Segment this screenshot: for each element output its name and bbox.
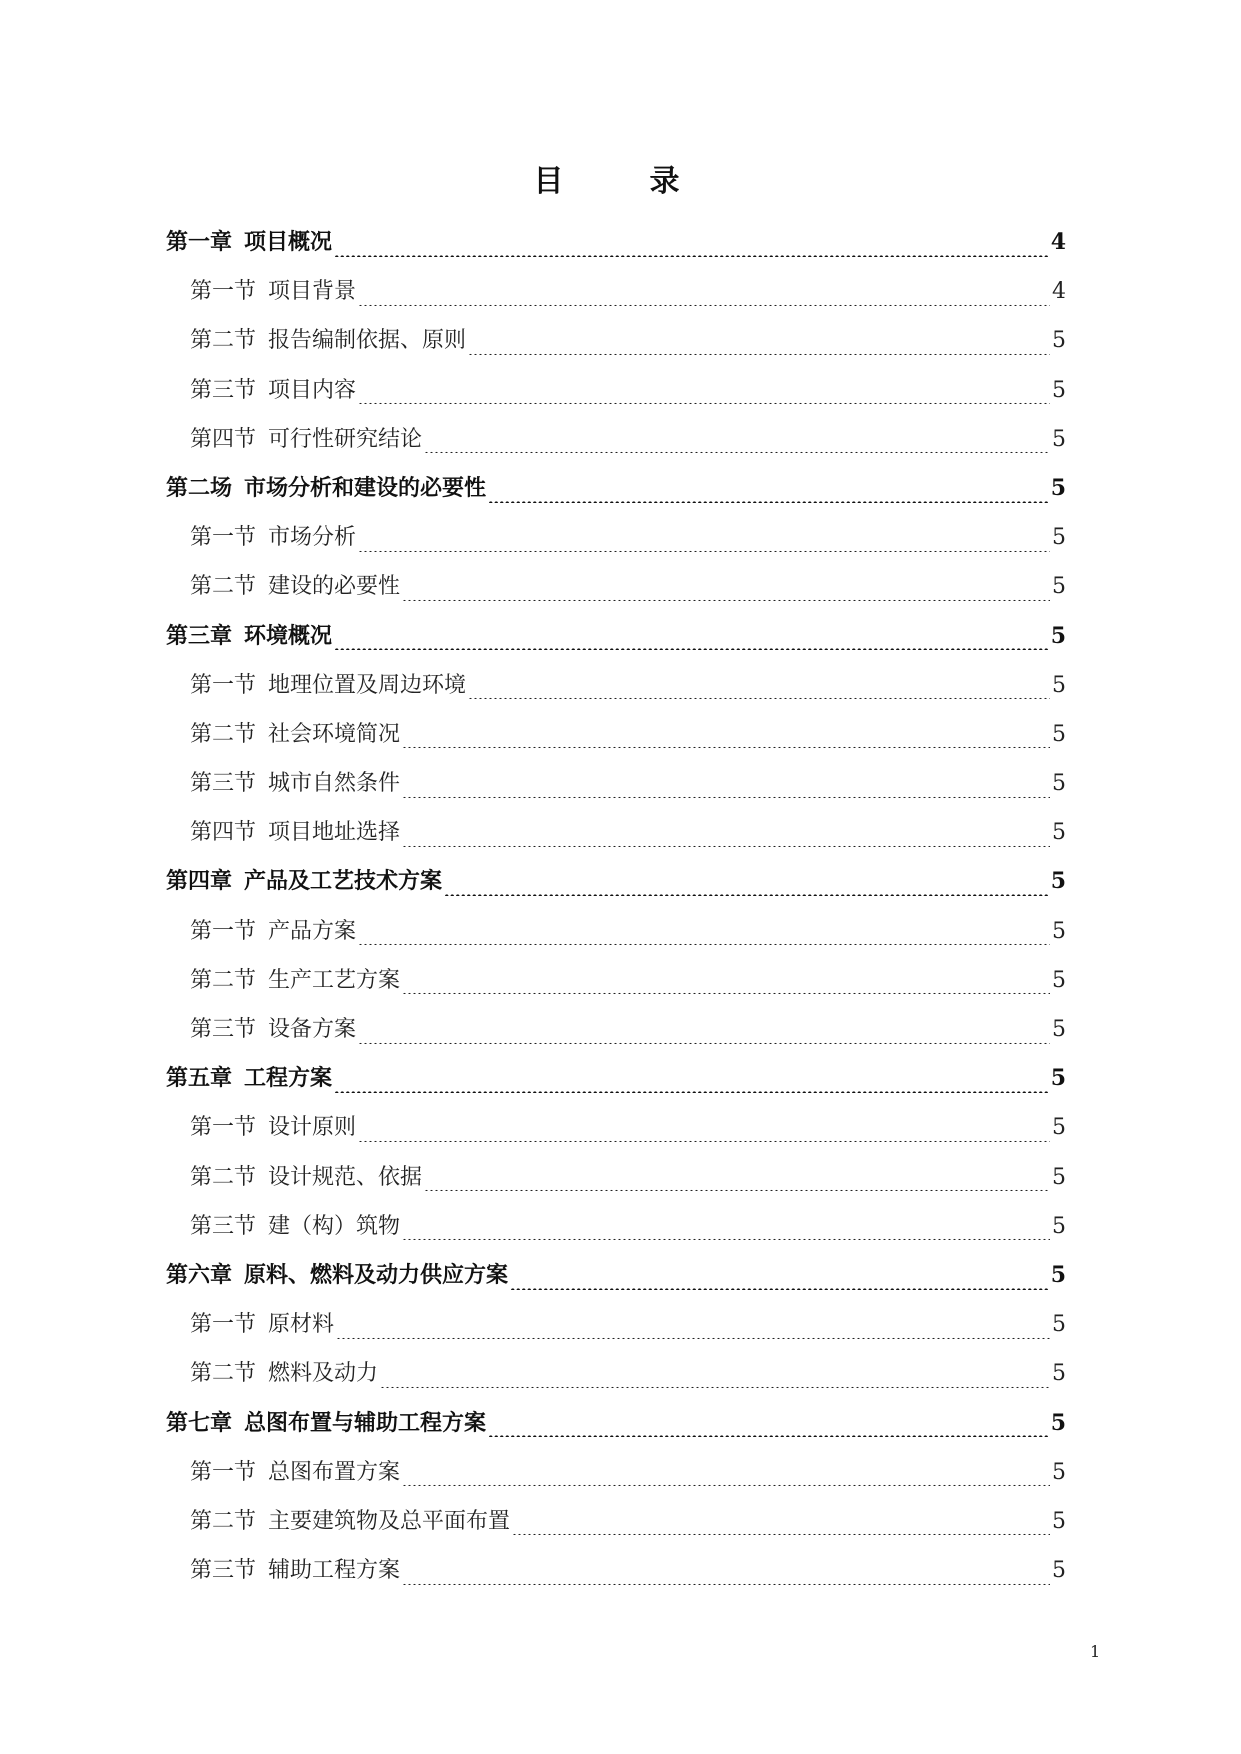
toc-entry-number: 第一节 bbox=[190, 279, 257, 305]
toc-entry-page: 5 bbox=[1050, 1409, 1066, 1436]
toc-section-entry[interactable] bbox=[166, 513, 1066, 562]
toc-entry-number: 第一节 bbox=[190, 672, 257, 698]
toc-entry-label: 设计规范、依据 bbox=[268, 1164, 423, 1190]
toc-list bbox=[166, 218, 1066, 1595]
dot-leader bbox=[512, 1515, 1050, 1535]
toc-entry-label: 市场分析 bbox=[268, 525, 357, 551]
dot-leader bbox=[402, 1565, 1050, 1585]
toc-section-entry[interactable] bbox=[166, 956, 1066, 1005]
toc-entry-label: 总图布置与辅助工程方案 bbox=[244, 1409, 487, 1436]
toc-entry-number: 第二节 bbox=[190, 1508, 257, 1534]
toc-chapter-entry[interactable] bbox=[166, 464, 1066, 513]
dot-leader bbox=[510, 1270, 1049, 1290]
toc-entry-number: 第六章 bbox=[166, 1261, 233, 1288]
toc-entry-label: 产品方案 bbox=[268, 918, 357, 944]
toc-entry-number: 第二节 bbox=[190, 574, 257, 600]
toc-entry-page: 5 bbox=[1052, 1017, 1066, 1042]
toc-entry-label: 总图布置方案 bbox=[268, 1459, 401, 1485]
toc-entry-number: 第二节 bbox=[190, 1164, 257, 1190]
toc-section-entry[interactable] bbox=[166, 1546, 1066, 1595]
toc-section-entry[interactable] bbox=[166, 316, 1066, 365]
toc-entry-page: 5 bbox=[1052, 771, 1066, 797]
toc-entry-label: 工程方案 bbox=[244, 1065, 333, 1092]
toc-entry-page: 5 bbox=[1050, 474, 1066, 501]
toc-entry-label: 报告编制依据、原则 bbox=[268, 328, 467, 354]
toc-chapter-entry[interactable] bbox=[166, 1251, 1066, 1300]
dot-leader bbox=[358, 925, 1050, 945]
toc-entry-number: 第一节 bbox=[190, 1459, 257, 1485]
toc-entry-page: 5 bbox=[1052, 525, 1066, 551]
dot-leader bbox=[402, 827, 1050, 847]
dot-leader bbox=[402, 1466, 1050, 1486]
toc-entry-number: 第四节 bbox=[190, 426, 257, 452]
toc-entry-number: 第一节 bbox=[190, 1312, 257, 1338]
toc-entry-label: 主要建筑物及总平面布置 bbox=[268, 1508, 511, 1534]
toc-section-entry[interactable] bbox=[166, 661, 1066, 710]
toc-entry-page: 5 bbox=[1052, 918, 1066, 944]
toc-section-entry[interactable] bbox=[166, 1005, 1066, 1054]
toc-section-entry[interactable] bbox=[166, 1153, 1066, 1202]
toc-entry-page: 5 bbox=[1052, 377, 1066, 403]
toc-entry-page: 5 bbox=[1052, 574, 1066, 600]
dot-leader bbox=[402, 728, 1050, 748]
toc-entry-label: 项目概况 bbox=[244, 229, 333, 255]
toc-entry-label: 城市自然条件 bbox=[268, 771, 401, 797]
toc-chapter-entry[interactable] bbox=[166, 612, 1066, 661]
toc-entry-number: 第一章 bbox=[166, 229, 233, 255]
dot-leader bbox=[488, 483, 1049, 503]
toc-entry-label: 燃料及动力 bbox=[268, 1361, 379, 1387]
toc-entry-page: 5 bbox=[1052, 1459, 1066, 1485]
toc-entry-label: 生产工艺方案 bbox=[268, 967, 401, 993]
toc-section-entry[interactable] bbox=[166, 710, 1066, 759]
dot-leader bbox=[334, 630, 1049, 650]
toc-section-entry[interactable] bbox=[166, 415, 1066, 464]
toc-entry-number: 第三节 bbox=[190, 1017, 257, 1042]
toc-chapter-entry[interactable] bbox=[166, 1054, 1066, 1103]
toc-entry-page: 5 bbox=[1052, 721, 1066, 747]
dot-leader bbox=[358, 1122, 1050, 1142]
dot-leader bbox=[468, 335, 1050, 355]
toc-entry-page: 5 bbox=[1050, 1261, 1066, 1288]
toc-entry-number: 第三节 bbox=[190, 1213, 257, 1239]
page-number: 1 bbox=[1090, 1642, 1101, 1661]
toc-entry-label: 项目地址选择 bbox=[268, 820, 401, 846]
toc-entry-number: 第七章 bbox=[166, 1409, 233, 1436]
toc-entry-label: 原材料 bbox=[268, 1312, 335, 1338]
dot-leader bbox=[380, 1368, 1050, 1388]
toc-entry-label: 可行性研究结论 bbox=[268, 426, 423, 452]
toc-section-entry[interactable] bbox=[166, 1103, 1066, 1152]
dot-leader bbox=[358, 384, 1050, 404]
toc-entry-label: 环境概况 bbox=[244, 622, 333, 649]
toc-entry-page: 5 bbox=[1052, 328, 1066, 354]
toc-entry-number: 第一节 bbox=[190, 918, 257, 944]
dot-leader bbox=[402, 778, 1050, 798]
dot-leader bbox=[488, 1417, 1049, 1437]
toc-entry-page: 5 bbox=[1050, 622, 1066, 649]
dot-leader bbox=[334, 1073, 1049, 1093]
dot-leader bbox=[424, 433, 1050, 453]
toc-section-entry[interactable] bbox=[166, 1202, 1066, 1251]
toc-entry-page: 4 bbox=[1050, 229, 1066, 255]
dot-leader bbox=[402, 1220, 1050, 1240]
dot-leader bbox=[444, 876, 1049, 896]
toc-entry-label: 辅助工程方案 bbox=[268, 1558, 401, 1584]
toc-entry-page: 5 bbox=[1052, 967, 1066, 993]
toc-section-entry[interactable] bbox=[166, 562, 1066, 611]
toc-entry-number: 第二节 bbox=[190, 328, 257, 354]
toc-entry-label: 项目内容 bbox=[268, 377, 357, 403]
toc-entry-page: 5 bbox=[1052, 1508, 1066, 1534]
toc-entry-number: 第四节 bbox=[190, 820, 257, 846]
toc-entry-number: 第二节 bbox=[190, 967, 257, 993]
toc-entry-number: 第三节 bbox=[190, 377, 257, 403]
toc-entry-number: 第二场 bbox=[166, 474, 233, 501]
toc-entry-page: 5 bbox=[1050, 868, 1066, 895]
dot-leader bbox=[402, 581, 1050, 601]
toc-entry-label: 市场分析和建设的必要性 bbox=[244, 474, 487, 501]
toc-section-entry[interactable] bbox=[166, 907, 1066, 956]
toc-section-entry[interactable] bbox=[166, 1349, 1066, 1398]
toc-entry-page: 5 bbox=[1052, 426, 1066, 452]
toc-entry-label: 项目背景 bbox=[268, 279, 357, 305]
toc-entry-page: 5 bbox=[1052, 1213, 1066, 1239]
toc-entry-label: 产品及工艺技术方案 bbox=[244, 868, 443, 895]
dot-leader bbox=[336, 1319, 1050, 1339]
toc-entry-label: 地理位置及周边环境 bbox=[268, 672, 467, 698]
toc-entry-number: 第二节 bbox=[190, 721, 257, 747]
toc-entry-page: 5 bbox=[1052, 820, 1066, 846]
toc-entry-label: 建设的必要性 bbox=[268, 574, 401, 600]
toc-entry-number: 第三节 bbox=[190, 1558, 257, 1584]
toc-section-entry[interactable] bbox=[166, 759, 1066, 808]
dot-leader bbox=[358, 1024, 1050, 1044]
toc-entry-page: 5 bbox=[1052, 672, 1066, 698]
toc-entry-number: 第二节 bbox=[190, 1361, 257, 1387]
toc-entry-number: 第一节 bbox=[190, 525, 257, 551]
toc-section-entry[interactable] bbox=[166, 1300, 1066, 1349]
toc-entry-number: 第五章 bbox=[166, 1065, 233, 1092]
toc-entry-page: 5 bbox=[1052, 1164, 1066, 1190]
toc-entry-label: 设计原则 bbox=[268, 1115, 357, 1141]
toc-entry-page: 4 bbox=[1052, 279, 1066, 305]
toc-entry-number: 第一节 bbox=[190, 1115, 257, 1141]
toc-entry-label: 原料、燃料及动力供应方案 bbox=[244, 1261, 509, 1288]
dot-leader bbox=[358, 286, 1050, 306]
toc-entry-page: 5 bbox=[1052, 1361, 1066, 1387]
toc-section-entry[interactable] bbox=[166, 1448, 1066, 1497]
toc-entry-label: 设备方案 bbox=[268, 1017, 357, 1042]
toc-title: 目 录 bbox=[533, 164, 708, 199]
toc-entry-page: 5 bbox=[1052, 1312, 1066, 1338]
toc-entry-label: 社会环境简况 bbox=[268, 721, 401, 747]
dot-leader bbox=[334, 237, 1049, 257]
toc-entry-label: 建（构）筑物 bbox=[268, 1213, 401, 1239]
toc-section-entry[interactable] bbox=[166, 1497, 1066, 1546]
toc-entry-number: 第三章 bbox=[166, 622, 233, 649]
toc-entry-number: 第三节 bbox=[190, 771, 257, 797]
dot-leader bbox=[402, 974, 1050, 994]
toc-section-entry[interactable] bbox=[166, 267, 1066, 316]
toc-chapter-entry[interactable] bbox=[166, 1399, 1066, 1448]
toc-chapter-entry[interactable] bbox=[166, 857, 1066, 906]
toc-entry-page: 5 bbox=[1050, 1065, 1066, 1092]
dot-leader bbox=[358, 532, 1050, 552]
toc-section-entry[interactable] bbox=[166, 808, 1066, 857]
toc-entry-number: 第四章 bbox=[166, 868, 233, 895]
dot-leader bbox=[468, 679, 1050, 699]
toc-entry-page: 5 bbox=[1052, 1558, 1066, 1584]
dot-leader bbox=[424, 1171, 1050, 1191]
toc-entry-page: 5 bbox=[1052, 1115, 1066, 1141]
toc-chapter-entry[interactable] bbox=[166, 218, 1066, 267]
toc-section-entry[interactable] bbox=[166, 366, 1066, 415]
